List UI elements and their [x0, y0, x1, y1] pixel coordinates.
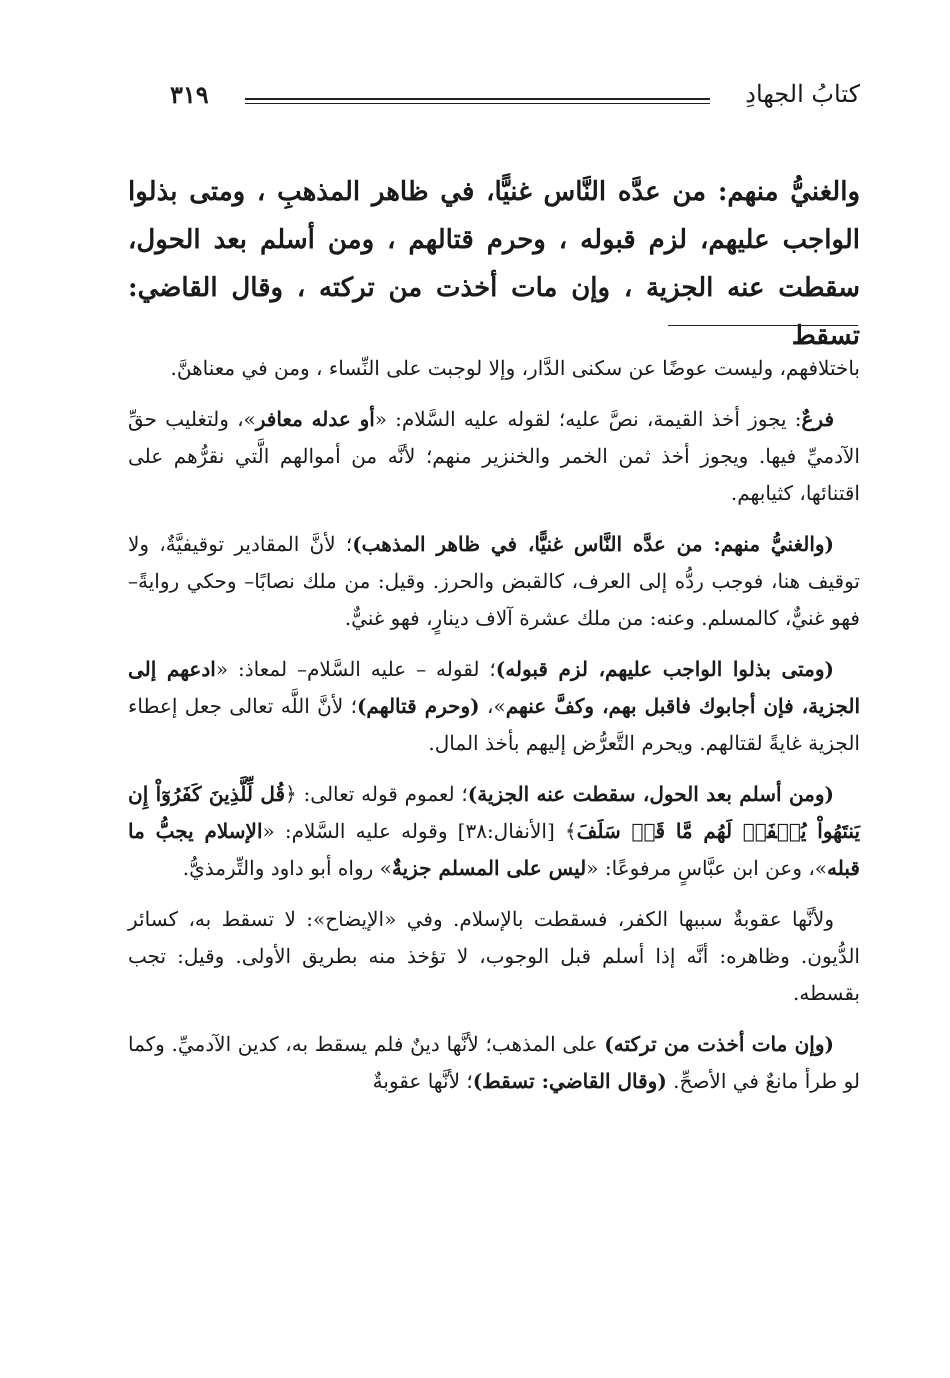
book-title: كتابُ الجهادِ	[745, 80, 860, 108]
hadith-quote: الإسلام يجبُّ ما قبله	[128, 819, 860, 880]
commentary-paragraph	[128, 401, 860, 512]
hadith-quote: أو عدله معافر	[255, 407, 375, 431]
paragraph-text: »، وعن ابن عبَّاسٍ مرفوعًا: «	[586, 856, 828, 880]
matn-quote: (وإن مات أخذت من تركته)	[604, 1032, 834, 1056]
page-header	[150, 76, 860, 116]
paragraph-text: ؛ لأنَّها عقوبةٌ	[372, 1069, 473, 1093]
commentary-paragraph	[128, 901, 860, 1012]
commentary	[128, 350, 860, 1114]
paragraph-text: باختلافهم، وليست عوضًا عن سكنى الدَّار، وإلا لوجبت على النِّساء ، ومن في معناهنَّ.	[170, 356, 860, 380]
quran-verse: قُل لِّلَّذِينَ كَفَرُوٓاْ إِن يَنتَهُواْ يُغۡفَرۡ لَهُم مَّا قَدۡ سَلَفَ	[128, 782, 861, 843]
matn-quote: (ومتى بذلوا الواجب عليهم، لزم قبوله)	[495, 657, 835, 681]
paragraph-text: ﴾ [الأنفال:٣٨] وقوله عليه السَّلام: «	[262, 819, 577, 843]
paragraph-text: ؛ لقوله – عليه السَّلام– لمعاذ: «	[215, 657, 496, 681]
paragraph-text: ؛ لأنَّ اللَّه تعالى جعل إعطاء الجزية غايةً لقتالهم. ويحرم التَّعرُّض إليهم بأخذ المال.	[128, 694, 860, 755]
commentary-paragraph	[128, 776, 860, 887]
main-text: والغنيُّ منهم: من عدَّه النَّاس غنيًّا، في ظاهر المذهبِ ، ومتى بذلوا الواجب عليهم، لزم قبوله ، وحرم قتالهم ، ومن أسلم بعد الحول، سقطت عنه الجزية ، وإن مات أخذت من تركته ، وقال القاضي: تسقط	[128, 177, 860, 351]
commentary-paragraph	[128, 651, 860, 762]
paragraph-text: »،	[479, 694, 506, 718]
matn-quote: (وحرم قتالهم)	[356, 694, 480, 718]
commentary-paragraph	[128, 526, 860, 637]
matn-quote: (والغنيُّ منهم: من عدَّه النَّاس غنيًّا، في ظاهر المذهب)	[352, 532, 834, 556]
paragraph-text: ؛ لعموم قوله تعالى: ﴿	[285, 782, 468, 806]
hadith-quote: ليس على المسلم جزيةٌ	[391, 856, 587, 880]
commentary-paragraph	[128, 1026, 860, 1100]
separator-rule	[668, 325, 858, 326]
hadith-quote: ادعهم إلى الجزية، فإن أجابوك فاقبل بهم، وكفَّ عنهم	[128, 657, 861, 718]
paragraph-text: : يجوز أخذ القيمة، نصَّ عليه؛ لقوله عليه السَّلام: «	[374, 407, 802, 431]
paragraph-text: » رواه أبو داود والتِّرمذيُّ.	[182, 856, 392, 880]
paragraph-text: على المذهب؛ لأنَّها دينٌ فلم يسقط به، كدين الآدميِّ. وكما لو طرأ مانعٌ في الأصحِّ.	[128, 1032, 860, 1093]
paragraph-text: ؛ لأنَّ المقادير توقيفيَّةٌ، ولا توقيف هنا، فوجب ردُّه إلى العرف، كالقبض والحرز. وقيل: من ملك نصابًا– وحكي روايةً– فهو غنيٌّ، كالمسلم. وعنه: من ملك عشرة آلاف دينارٍ، فهو غنيٌّ.	[128, 532, 860, 630]
header-rule	[245, 98, 710, 104]
page-number: ٣١٩	[170, 80, 209, 109]
matn-quote: (ومن أسلم بعد الحول، سقطت عنه الجزية)	[467, 782, 835, 806]
paragraph-text: »، ولتغليب حقِّ الآدميِّ فيها. ويجوز أخذ ثمن الخمر والخنزير منهم؛ لأنَّه من أموالهم الَّتي نقرُّهم على اقتنائها، كثيابهم.	[128, 407, 860, 505]
commentary-paragraph	[128, 350, 860, 387]
paragraph-text: ولأنَّها عقوبةٌ سببها الكفر، فسقطت بالإسلام. وفي «الإيضاح»: لا تسقط به، كسائر الدُّيون. وظاهره: أنَّه إذا أسلم قبل الوجوب، لا تؤخذ منه بطريق الأولى. وقيل: تجب بقسطه.	[128, 907, 860, 1005]
matn-quote: (وقال القاضي: تسقط)	[472, 1069, 667, 1093]
section-label: فرعٌ	[801, 407, 835, 431]
